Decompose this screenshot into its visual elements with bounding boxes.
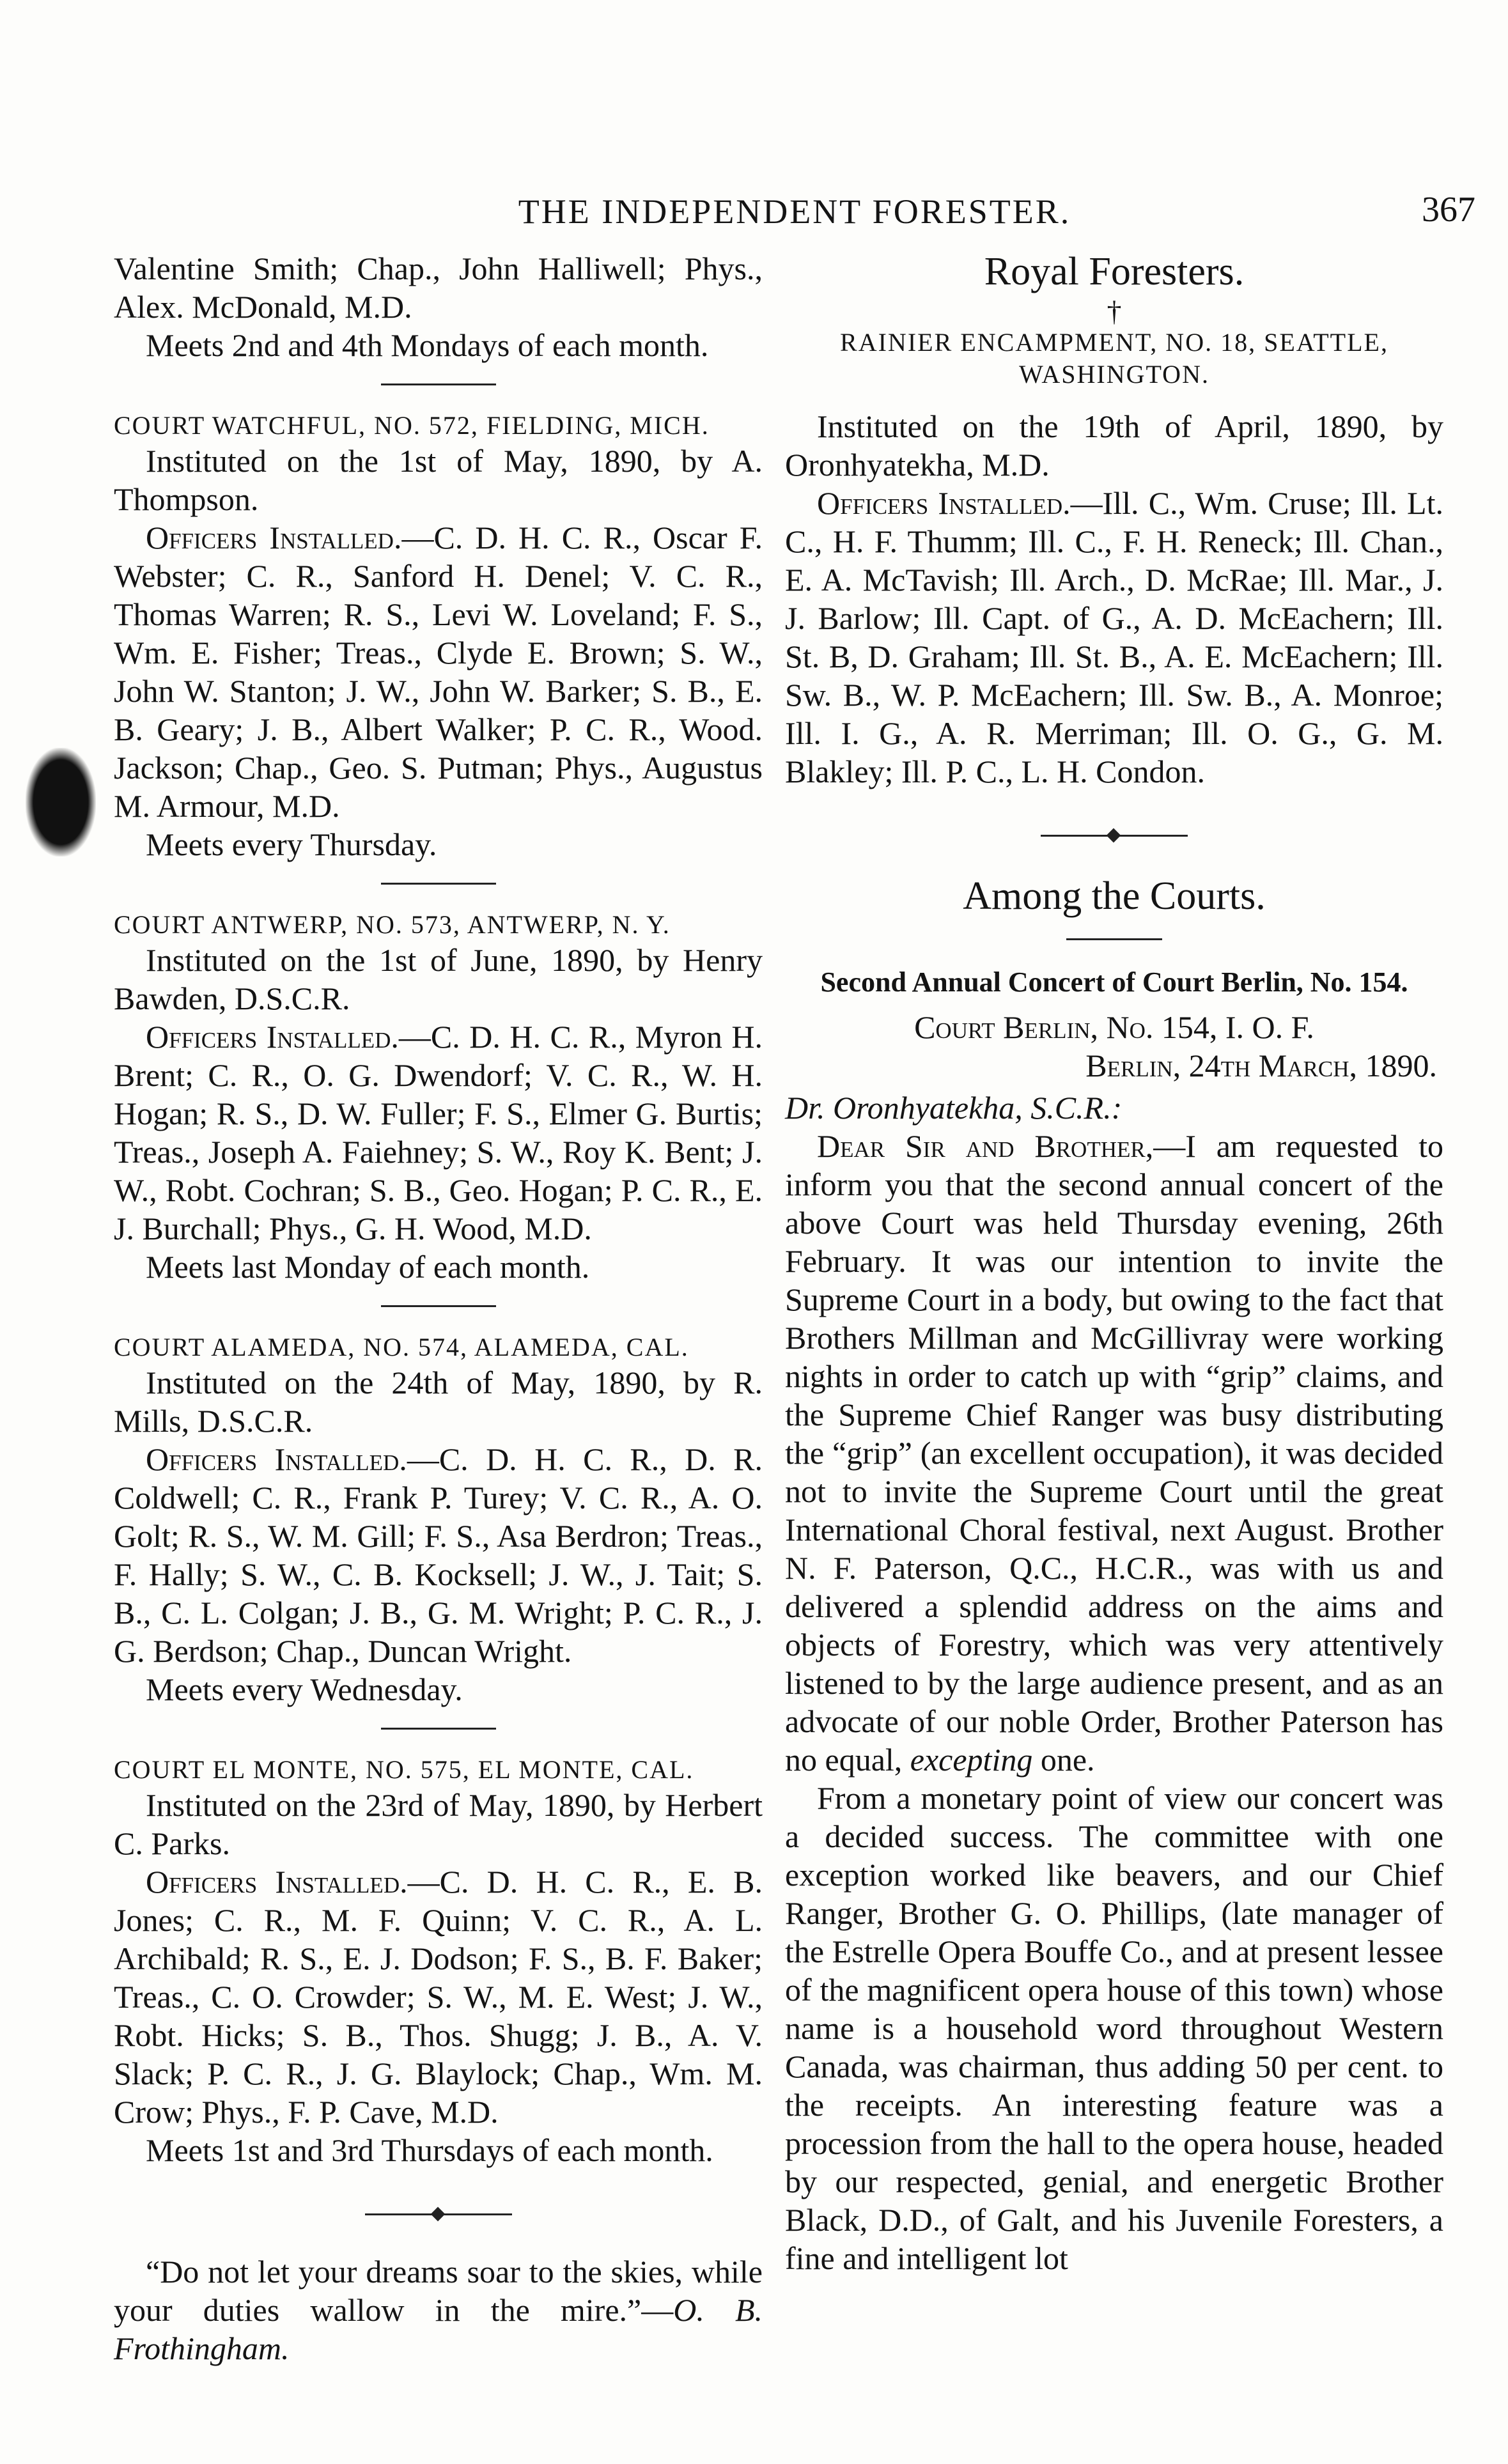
officers-label: Officers Installed. (146, 1441, 407, 1477)
meets-note: Meets every Thursday. (146, 826, 437, 862)
page-header (114, 185, 1475, 243)
letter-paragraph: From a monetary point of view our concert was a decided success. The committee with one exception worked like beavers, and our Chief Ranger, Brother G. O. Phillips, (late manager of the Estrelle Opera Bouffe Co., and at present lessee of the magnificent opera house of this town) whose name is a household word throughout Western Canada, was chairman, thus adding 50 per cent. to the receipts. An interesting feature was a procession from the hall to the opera house, headed by our respected, genial, and energetic Brother Black, D.D., of Galt, and his Juvenile Foresters, a fine and intelligent lot (785, 1780, 1443, 2276)
dagger-ornament: † (1107, 295, 1122, 327)
quote-author: O. B. Frothingham. (114, 2292, 763, 2366)
meets-note: Meets every Wednesday. (146, 1671, 463, 1707)
section-rule (381, 384, 496, 385)
letter-paragraph (785, 1127, 1443, 1779)
officers-list (114, 1018, 763, 1248)
officers-list (114, 1440, 763, 1670)
instituted-line: Instituted on the 23rd of May, 1890, by Herbert C. Parks. (114, 1787, 763, 1861)
running-title: THE INDEPENDENT FORESTER. (518, 192, 1071, 231)
court-heading: COURT ALAMEDA, NO. 574, ALAMEDA, CAL. (114, 1333, 689, 1361)
officers-text: —C. D. H. C. R., Myron H. Brent; C. R., O. G. Dwendorf; V. C. R., W. H. Hogan; R. S., D. W. Fuller; F. S., Elmer G. Burtis; Treas., Joseph A. Faiehney; S. W., Roy K. Bent; J. W., Robt. Cochran; S. B., Geo. Hogan; P. C. R., E. J. Burchall; Phys., G. H. Wood, M.D. (114, 1019, 763, 1246)
court-573 (114, 909, 763, 1286)
section-rule (381, 1728, 496, 1730)
letter-address: Court Berlin, No. 154, I. O. F. (914, 1009, 1314, 1045)
officers-label: Officers Installed. (146, 520, 402, 555)
closing-quote (114, 2252, 763, 2367)
meets-note: Meets last Monday of each month. (146, 1249, 590, 1285)
section-rule (1066, 938, 1162, 940)
continued-officers: Valentine Smith; Chap., John Halliwell; Phys., Alex. McDonald, M.D. (114, 251, 763, 325)
letter-salutation: Dr. Oronhyatekha, S.C.R.: (785, 1090, 1123, 1126)
instituted-line: Instituted on the 24th of May, 1890, by R. Mills, D.S.C.R. (114, 1365, 763, 1439)
officers-text: —C. D. H. C. R., D. R. Coldwell; C. R., Frank P. Turey; V. C. R., A. O. Golt; R. S., W. M. Gill; F. S., Asa Berdron; Treas., F. Hally; S. W., C. B. Kocksell; J. W., J. Tait; S. B., C. L. Colgan; J. B., G. M. Wright; P. C. R., J. G. Berdson; Chap., Duncan Wright. (114, 1441, 763, 1669)
letter-date: Berlin, 24th March, 1890. (1085, 1048, 1437, 1083)
section-rule (381, 1305, 496, 1307)
officers-label: Officers Installed. (817, 485, 1071, 521)
ornament-rule (365, 2208, 512, 2220)
officers-label: Officers Installed. (146, 1864, 408, 1900)
concert-title: Second Annual Concert of Court Berlin, No. 154. (820, 966, 1408, 998)
officers-list (114, 1863, 763, 2131)
court-574 (114, 1331, 763, 1709)
court-heading: COURT WATCHFUL, NO. 572, FIELDING, MICH. (114, 411, 710, 440)
instituted-line: Instituted on the 19th of April, 1890, by Oronhyatekha, M.D. (785, 408, 1443, 483)
page-number: 367 (1422, 190, 1475, 229)
court-heading: COURT ANTWERP, NO. 573, ANTWERP, N. Y. (114, 910, 671, 939)
ink-blot (26, 748, 96, 856)
meets-note: Meets 2nd and 4th Mondays of each month. (146, 327, 709, 363)
letter-text: —I am requested to inform you that the second annual concert of the above Court was held Thursday evening, 26th February. It was our intention to invite the Supreme Court in a body, but owing to the fact that Brothers Millman and McGillivray were working nights in order to catch up with “grip” claims, and the Supreme Chief Ranger was busy distributing the “grip” (an excellent occupation), it was decided not to invite the Supreme Court until the great International Choral festival, next August. Brother N. F. Paterson, Q.C., H.C.R., was with us and delivered a splendid address on the aims and objects of Forestry, which was very attentively listened to by the large audience present, and as an advocate of our noble Order, Brother Paterson has no equal, (785, 1128, 1444, 1778)
court-heading: COURT EL MONTE, NO. 575, EL MONTE, CAL. (114, 1755, 694, 1784)
court-572 (114, 410, 763, 864)
royal-foresters-title: Royal Foresters. (984, 250, 1245, 293)
letter-text-end: one. (1032, 1742, 1095, 1778)
instituted-line: Instituted on the 1st of May, 1890, by A. Thompson. (114, 443, 763, 517)
officers-label: Officers Installed. (146, 1019, 399, 1055)
left-column (114, 249, 763, 2367)
letter-opening: Dear Sir and Brother, (817, 1128, 1154, 1164)
quote-text: “Do not let your dreams soar to the skies, while your duties wallow in the mire.”— (114, 2254, 763, 2328)
among-the-courts-title: Among the Courts. (963, 874, 1266, 918)
letter-emphasis: excepting (910, 1742, 1033, 1778)
officers-list (785, 484, 1443, 791)
officers-list (114, 518, 763, 825)
court-575 (114, 1754, 763, 2169)
officers-text: —Ill. C., Wm. Cruse; Ill. Lt. C., H. F. Thumm; Ill. C., F. H. Reneck; Ill. Chan., E. A. McTavish; Ill. Arch., D. McRae; Ill. Mar., J. J. Barlow; Ill. Capt. of G., A. D. McEachern; Ill. St. B, D. Graham; Ill. St. B., A. E. McEachern; Ill. Sw. B., W. P. McEachern; Ill. Sw. B., A. Monroe; Ill. I. G., A. R. Merriman; Ill. O. G., G. M. Blakley; Ill. P. C., L. H. Condon. (785, 485, 1443, 789)
encampment-heading: RAINIER ENCAMPMENT, NO. 18, SEATTLE, WASHINGTON. (840, 328, 1388, 389)
section-rule (381, 883, 496, 885)
ornament-rule (1041, 829, 1188, 842)
instituted-line: Instituted on the 1st of June, 1890, by Henry Bawden, D.S.C.R. (114, 942, 763, 1016)
meets-note: Meets 1st and 3rd Thursdays of each month. (146, 2132, 713, 2168)
right-column (785, 249, 1443, 2277)
officers-text: —C. D. H. C. R., Oscar F. Webster; C. R., Sanford H. Denel; V. C. R., Thomas Warren; R. S., Levi W. Loveland; F. S., Wm. E. Fisher; Treas., Clyde E. Brown; S. W., John W. Stanton; J. W., John W. Barker; S. B., E. B. Geary; J. B., Albert Walker; P. C. R., Wood. Jackson; Chap., Geo. S. Putman; Phys., Augustus M. Armour, M.D. (114, 520, 763, 824)
officers-text: —C. D. H. C. R., E. B. Jones; C. R., M. F. Quinn; V. C. R., A. L. Archibald; R. S., E. J. Dodson; F. S., B. F. Baker; Treas., C. O. Crowder; S. W., M. E. West; J. W., Robt. Hicks; S. B., Thos. Shugg; J. B., A. V. Slack; P. C. R., J. G. Blaylock; Chap., Wm. M. Crow; Phys., F. P. Cave, M.D. (114, 1864, 763, 2130)
